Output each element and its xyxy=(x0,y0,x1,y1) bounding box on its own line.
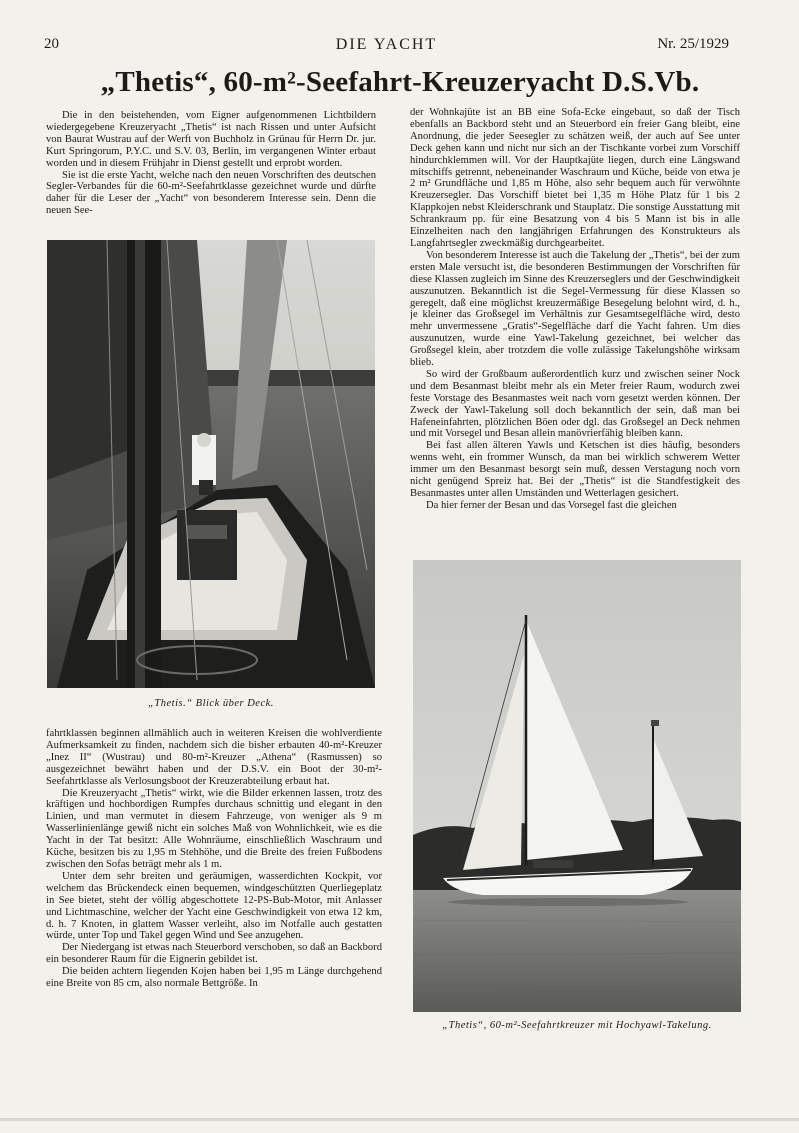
paragraph: Die beiden achtern liegenden Kojen haben bei 1,95 m Länge durchgehend eine Breite von 85 cm, also normale Bettgröße. In xyxy=(46,966,382,990)
page-number: 20 xyxy=(44,36,59,52)
deck-photo-drawing xyxy=(47,240,375,688)
paragraph: Von besonderem Interesse ist auch die Takelung der „Thetis“, bei der zum ersten Male versucht ist, die besonderen Bestimmungen der Vorschriften für diese Klassen zugleich im Sinne des Kreuzerseglers und der Geschwindigkeit auszunutzen. Bekanntlich ist die Segel-Vermessung für diese Klassen so geregelt, daß eine möglichst kreuzermäßige Besegelung belohnt wird, d. h., je kleiner das Großsegel im Verhältnis zur Gesamtsegelfläche wird, desto mehr unvermessene „Gratis“-Segelfläche darf die Yacht fahren. Um dies auszunutzen, wurde eine Yawl-Takelung gezeichnet, bei welcher das Großsegel klein, aber trotzdem die volle zulässige Takelungshöhe wirksam blieb. xyxy=(410,249,740,369)
running-head xyxy=(44,36,729,56)
article-headline: „Thetis“, 60-m²-Seefahrt-Kreuzeryacht D.S.Vb. xyxy=(100,66,700,98)
paragraph: Die in den beistehenden, vom Eigner aufgenommenen Lichtbildern wiedergegebene Kreuzeryacht „Thetis“ ist nach Rissen und unter Aufsicht von Baurat Wustrau auf der Werft von Buchholz in Grünau für Herrn Dr. jur. Kurt Springorum, P.Y.C. und S.V. 03, Berlin, im vergangenen Winter erbaut worden und in diesem Frühjahr in Dienst gestellt und erprobt worden. xyxy=(46,110,376,169)
caption-deck-view: „Thetis.“ Blick über Deck. xyxy=(148,698,274,709)
photo-yacht-under-sail xyxy=(413,560,741,1012)
column-left-bottom xyxy=(46,728,382,1038)
column-right xyxy=(410,107,740,547)
photo-deck-view xyxy=(47,240,375,688)
paragraph: Da hier ferner der Besan und das Vorsegel fast die gleichen xyxy=(426,499,677,511)
paragraph: der Wohnkajüte ist an BB eine Sofa-Ecke eingebaut, so daß der Tisch ebenfalls an Backbord steht und an Steuerbord ein freier Gang bleibt, eine Anordnung, die jeder Seesegler zu schätzen weiß, der auch auf See unter Deck gehen kann und nicht nur sich an der Tischkante vorbei zum Vorschiff hindurchklemmen will. Vor der Hauptkajüte liegen, durch eine Längswand mitschiffs getrennt, nebeneinander Waschraum und Küche, beide von etwa je 2 m² Grundfläche und 1,85 m Höhe, also sehr bequem auch für verwöhnte Kreuzersegler. Das Vorschiff bietet bei 1,35 m Höhe Platz für 1 bis 2 Klappkojen nebst Kleiderschrank und Stauplatz. Die sonstige Ausstattung mit Schrankraum pp. für eine Besatzung von 4 bis 5 Mann ist bis in alle Einzelheiten nach den langjährigen Erfahrungen des Konstrukteurs als Langfahrtsegler zweckmäßig durchgearbeitet. xyxy=(410,107,740,249)
paragraph: So wird der Großbaum außerordentlich kurz und zwischen seiner Nock und dem Besanmast bleibt mehr als ein Meter freier Raum, wodurch zwei feste Vorstage des Besanmastes weit nach vorn gesetzt werden können. Der Zweck der Yawl-Takelung soll doch bekanntlich der sein, daß man bei Hafeneinfahrten, plötzlichen Böen oder dgl. das Großsegel an Deck nehmen und mit Vorsegel und Besan allein manövrierfähig bleiben kann. xyxy=(410,368,740,440)
sailing-photo-drawing xyxy=(413,560,741,1012)
paragraph: Der Niedergang ist etwas nach Steuerbord verschoben, so daß an Backbord ein besonderer Raum für die Eignerin gebildet ist. xyxy=(46,942,382,966)
column-left-top xyxy=(46,110,376,232)
magazine-title: DIE YACHT xyxy=(335,36,438,53)
paragraph: Unter dem sehr breiten und geräumigen, wasserdichten Kockpit, vor welchem das Brückendeck einen bequemen, windgeschützten Querliegeplatz in See bietet, steht der völlig abgeschottete 12-PS-Bub-Motor, mit Anlasser und Lichtmaschine, welcher der Yacht eine Geschwindigkeit von etwa 12 km, d. h. 7 Knoten, in glattem Wasser verleiht, also im Notfalle auch gestatten würde, unter Top und Takel gegen Wind und See anzugehen. xyxy=(46,870,382,942)
paragraph: fahrtklassen beginnen allmählich auch in weiteren Kreisen die wohlverdiente Aufmerksamkeit zu finden, nachdem sich die bisher erbauten 40-m²-Kreuzer „Inez II“ (Wustrau) und 80-m²-Kreuzer „Athena“ (Rasmussen) so ausgezeichnet bewährt haben und der D.S.V. ein Boot der 30-m²-Seefahrtklasse als Verlosungsboot der Kreuzerabteilung erbaut hat. xyxy=(46,728,382,787)
caption-yacht-under-sail: „Thetis“, 60-m²-Seefahrtkreuzer mit Hochyawl-Takelung. xyxy=(442,1020,712,1031)
paragraph: Die Kreuzeryacht „Thetis“ wirkt, wie die Bilder erkennen lassen, trotz des kräftigen und hochbordigen Rumpfes durchaus schnittig und elegant in den Linien, und man vermutet in diesem Fahrzeuge, von weniger als 9 m Wasserlinienlänge gewiß nicht ein solches Maß von Wohnlichkeit, wie es die Yacht in der Tat besitzt: Alle Wohnräume, einschließlich Waschraum und Küche, besitzen bis zu 1,95 m Stehhöhe, und die Breite des freien Fußbodens zwischen den Sofas beträgt mehr als 1 m. xyxy=(46,787,382,870)
paragraph: Bei fast allen älteren Yawls und Ketschen ist dies häufig, besonders wenns weht, ein frommer Wunsch, da man bei wirklich schwerem Wetter immer um den Besanmast besorgt sein muß, dessen Verstagung noch vorn nicht genügend Spreiz hat. Bei der „Thetis“ ist die Standfestigkeit des Besanmastes unter allen Umständen und Wetterlagen gesichert. xyxy=(410,440,740,499)
paragraph: Sie ist die erste Yacht, welche nach den neuen Vorschriften des deutschen Segler-Verbandes für die 60-m²-Seefahrtklasse gezeichnet wurde und dürfte daher für die Leser der „Yacht“ von besonderem Interesse sein. Denn die neuen See- xyxy=(46,169,376,217)
issue-number: Nr. 25/1929 xyxy=(657,36,729,52)
footer-rule xyxy=(0,1118,799,1121)
